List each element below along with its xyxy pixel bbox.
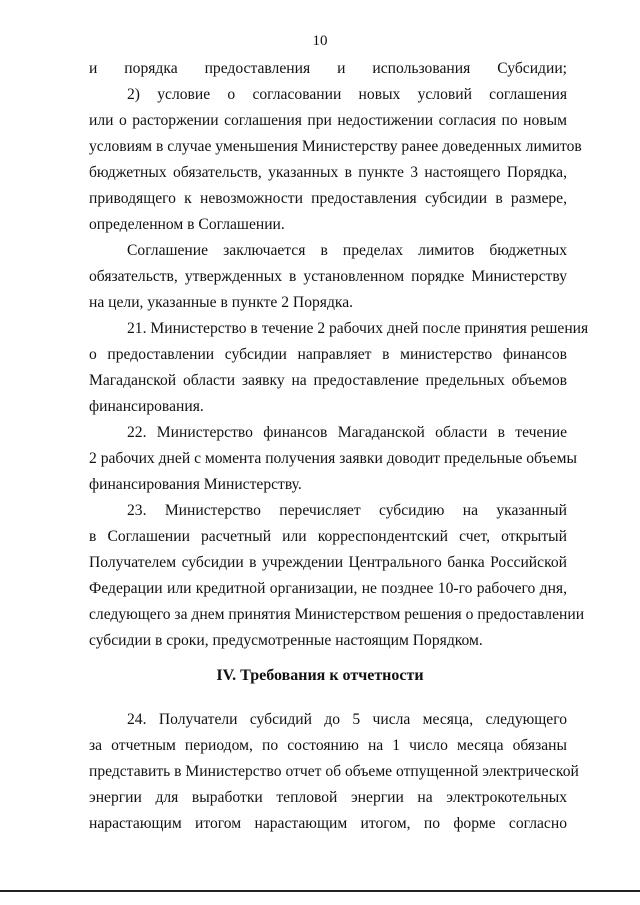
text-line: энергии для выработки тепловой энергии на электрокотельных [89, 789, 567, 806]
text-line: определенном в Соглашении. [89, 216, 285, 233]
text-line: Федерации или кредитной организации, не позднее 10-го рабочего дня, [89, 580, 567, 597]
text-line: субсидии в сроки, предусмотренные настоящим Порядком. [89, 632, 483, 649]
section-heading: IV. Требования к отчетности [216, 667, 424, 684]
text-line: в Соглашении расчетный или корреспондентский счет, открытый [89, 528, 567, 545]
text-line: условиям в случае уменьшения Министерству ранее доведенных лимитов [89, 138, 582, 155]
text-line: финансирования Министерству. [89, 476, 302, 493]
text-line: финансирования. [89, 398, 204, 415]
text-line: 23. Министерство перечисляет субсидию на указанный [127, 502, 567, 519]
text-line: и порядка предоставления и использования Субсидии; [89, 60, 567, 77]
text-line: нарастающим итогом нарастающим итогом, по форме согласно [89, 815, 567, 832]
text-line: или о расторжении соглашения при недостижении согласия по новым [89, 112, 567, 129]
page-number: 10 [312, 33, 328, 49]
text-line: представить в Министерство отчет об объеме отпущенной электрической [89, 763, 579, 780]
text-line: Магаданской области заявку на предоставление предельных объемов [89, 372, 567, 389]
text-line: бюджетных обязательств, указанных в пункте 3 настоящего Порядка, [89, 164, 567, 181]
text-line: на цели, указанные в пункте 2 Порядка. [89, 294, 354, 311]
text-line: 22. Министерство финансов Магаданской области в течение [127, 424, 567, 441]
text-line: 21. Министерство в течение 2 рабочих дней после принятия решения [127, 320, 589, 337]
text-line: за отчетным периодом, по состоянию на 1 число месяца обязаны [89, 737, 567, 754]
page-bottom-rule [0, 890, 640, 892]
text-line: 24. Получатели субсидий до 5 числа месяца, следующего [127, 711, 567, 728]
text-line: о предоставлении субсидии направляет в министерство финансов [89, 346, 567, 363]
text-line: следующего за днем принятия Министерством решения о предоставлении [89, 606, 585, 623]
text-line: 2) условие о согласовании новых условий соглашения [127, 86, 567, 103]
text-line: 2 рабочих дней с момента получения заявки доводит предельные объемы [89, 450, 577, 467]
text-line: обязательств, утвержденных в установленном порядке Министерству [89, 268, 567, 285]
text-line: Получателем субсидии в учреждении Центрального банка Российской [89, 554, 567, 571]
text-line: приводящего к невозможности предоставления субсидии в размере, [89, 190, 567, 207]
text-line: Соглашение заключается в пределах лимитов бюджетных [127, 242, 567, 259]
